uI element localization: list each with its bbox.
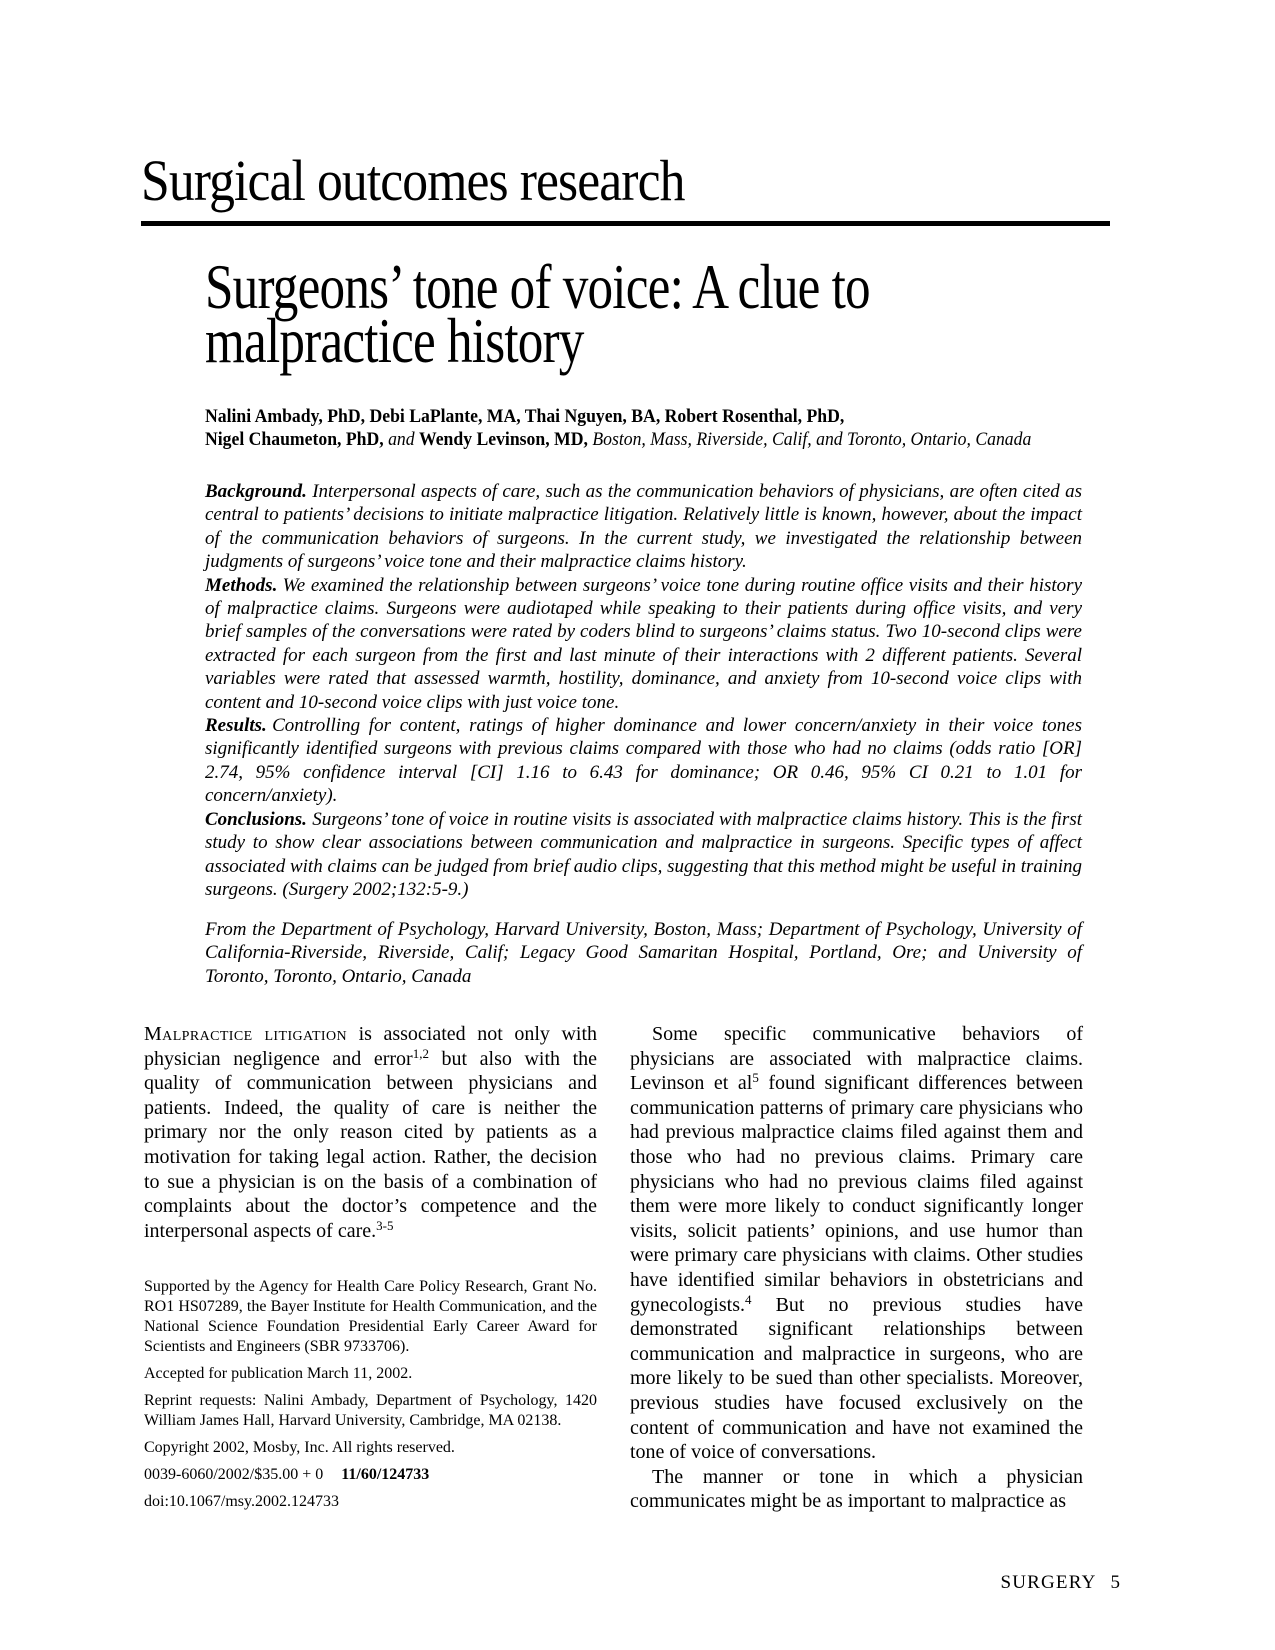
left-column	[144, 1022, 597, 1519]
body-text: But no previous studies have demonstrated significant relationships between communication and malpractice in surgeons, who are more likely to be sued than other specialists. Moreover, previous studies have focused exclusively on the content of communication and have not examined the tone of voice of conversations.	[630, 1293, 1083, 1464]
byline-conjunction: and	[388, 429, 420, 450]
body-paragraph-2: The manner or tone in which a physician communicates might be as important to malpractice as	[630, 1465, 1083, 1513]
opening-paragraph	[144, 1022, 597, 1243]
author-name: Nigel Chaumeton, PhD,	[205, 429, 389, 450]
abstract-text-results: Controlling for content, ratings of higher dominance and lower concern/anxiety in their voice tones significantly identified surgeons with previous claims compared with those who had no claims (odds ratio [OR] 2.74, 95% confidence interval [CI] 1.16 to 6.43 for dominance; OR 0.46, 95% CI 0.21 to 1.01 for concern/anxiety).	[205, 715, 1082, 807]
body-text: Some specific communicative behaviors of physicians are associated with malpractice claims. Levinson et al	[630, 1023, 1083, 1095]
author-byline-line-2	[205, 428, 1031, 451]
opening-text: is associated not only with physician negligence and error	[144, 1023, 597, 1070]
reference-superscript: 1,2	[412, 1045, 429, 1061]
abstract-text-methods: We examined the relationship between surgeons’ voice tone during routine office visits and their history of malpractice claims. Surgeons were audiotaped while speaking to their patients during office visits, and very brief samples of the conversations were rated by coders blind to surgeons’ claims status. Two 10-second clips were extracted for each surgeon from the first and last minute of their interactions with 2 different patients. Several variables were rated that assessed warmth, hostility, dominance, and anxiety from 10-second voice clips with content and 10-second voice clips with just voice tone.	[205, 574, 1082, 713]
body-text: found significant differences between communication patterns of primary care physicians who had previous malpractice claims filed against them and those who had no previous claims. Primary care physicians who had no previous claims filed against them were more likely to conduct significantly longer visits, solicit patients’ opinions, and use humor than were primary care physicians with claims. Other studies have identified similar behaviors in obstetricians and gynecologists.	[630, 1072, 1083, 1316]
abstract-conclusions	[205, 808, 1082, 902]
opening-smallcaps: Malpractice litigation	[144, 1023, 348, 1045]
abstract-results	[205, 714, 1082, 808]
section-divider-rule	[141, 221, 1110, 226]
article-title	[205, 251, 870, 376]
affiliation-note: From the Department of Psychology, Harvard University, Boston, Mass; Department of Psychology, University of California-Riverside, Riverside, Calif; Legacy Good Samaritan Hospital, Portland, Ore; and University of Toronto, Toronto, Ontario, Canada	[205, 919, 1082, 987]
reference-superscript: 3-5	[376, 1217, 394, 1233]
author-name: Wendy Levinson, MD,	[419, 429, 593, 450]
footnote-copyright: Copyright 2002, Mosby, Inc. All rights reserved.	[144, 1439, 455, 1457]
article-title-line-1: Surgeons’ tone of voice: A clue to	[205, 251, 870, 322]
right-column	[630, 1022, 1083, 1514]
abstract-background	[205, 480, 1082, 574]
page-footer	[1000, 1572, 1120, 1594]
reference-superscript: 4	[745, 1291, 752, 1307]
abstract-label-methods: Methods.	[205, 574, 278, 596]
footnote-pricing	[144, 1465, 597, 1485]
author-names: Nalini Ambady, PhD, Debi LaPlante, MA, Thai Nguyen, BA, Robert Rosenthal, PhD,	[205, 406, 845, 427]
footnote-accepted: Accepted for publication March 11, 2002.	[144, 1365, 413, 1383]
author-byline	[205, 405, 1031, 451]
footnote-reprint: Reprint requests: Nalini Ambady, Department of Psychology, 1420 William James Hall, Harvard University, Cambridge, MA 02138.	[144, 1392, 597, 1430]
body-paragraph-1	[630, 1022, 1083, 1465]
opening-text: but also with the quality of communication between physicians and patients. Indeed, the quality of care is neither the primary nor the only reason cited by patients as a motivation for taking legal action. Rather, the decision to sue a physician is on the basis of a combination of complaints about the doctor’s competence and the interpersonal aspects of care.	[144, 1047, 598, 1242]
abstract-label-results: Results.	[205, 715, 267, 737]
abstract-label-conclusions: Conclusions.	[205, 808, 307, 830]
abstract-text-background: Interpersonal aspects of care, such as the communication behaviors of physicians, are often cited as central to patients’ decisions to initiate malpractice litigation. Relatively little is known, however, about the impact of the communication behaviors of surgeons. In the current study, we investigated the relationship between judgments of surgeons’ voice tone and their malpractice claims history.	[205, 481, 1082, 573]
author-byline-line-1	[205, 405, 1031, 428]
footnote-doi: doi:10.1067/msy.2002.124733	[144, 1493, 339, 1511]
footnote-support: Supported by the Agency for Health Care Policy Research, Grant No. RO1 HS07289, the Bayer Institute for Health Communication, and the National Science Foundation Presidential Early Career Award for Scientists and Engineers (SBR 9733706).	[144, 1278, 597, 1356]
pricing-code: 0039-6060/2002/$35.00 + 0	[144, 1466, 324, 1484]
reference-superscript: 5	[752, 1070, 759, 1086]
journal-name: SURGERY	[1000, 1572, 1097, 1593]
section-heading: Surgical outcomes research	[141, 148, 685, 213]
abstract-methods	[205, 574, 1082, 714]
abstract	[205, 480, 1082, 901]
footnote-block	[144, 1277, 597, 1512]
abstract-text-conclusions: Surgeons’ tone of voice in routine visits is associated with malpractice claims history. This is the first study to show clear associations between communication and malpractice in surgeons. Specific types of affect associated with claims can be judged from brief audio clips, suggesting that this method might be useful in training surgeons. (Surgery 2002;132:5-9.)	[205, 808, 1082, 900]
pricing-id: 11/60/124733	[341, 1466, 430, 1484]
page-number: 5	[1110, 1572, 1120, 1593]
author-locations: Boston, Mass, Riverside, Calif, and Toronto, Ontario, Canada	[592, 429, 1032, 450]
article-title-line-2: malpractice history	[205, 305, 584, 376]
abstract-label-background: Background.	[205, 481, 307, 502]
